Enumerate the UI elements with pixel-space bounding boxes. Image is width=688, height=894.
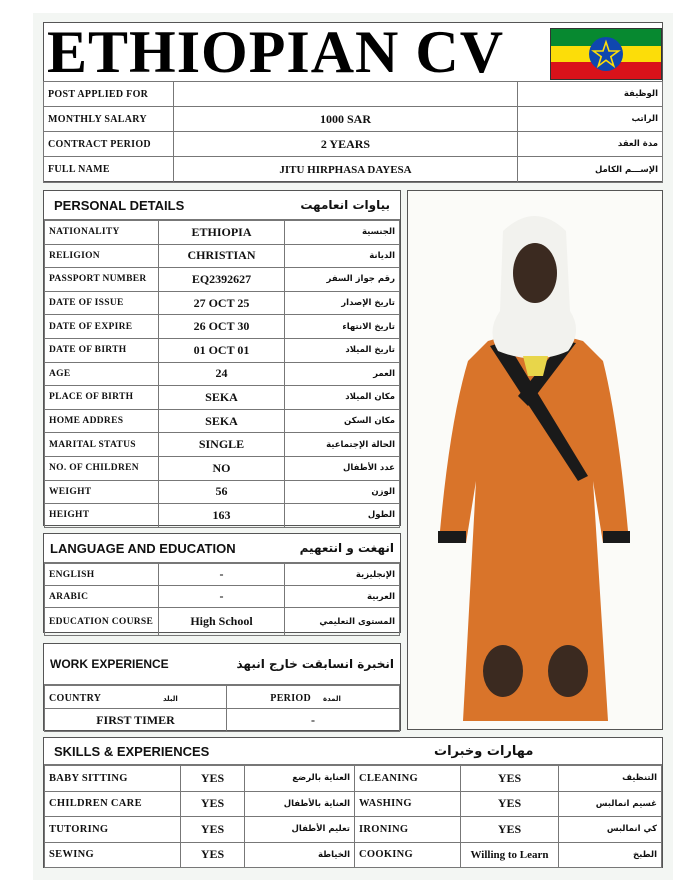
language-label-ar: المستوى التعليمي (285, 608, 400, 636)
personal-value: SINGLE (159, 433, 285, 457)
period-label: PERIOD (270, 693, 311, 704)
personal-label-ar: الوزن (285, 480, 400, 504)
language-label: ENGLISH (45, 564, 159, 586)
post-ar: الوظيفة (518, 82, 663, 107)
period-label-ar: المدة (323, 695, 341, 703)
personal-row-no-of-children (45, 456, 400, 480)
personal-row-date-of-birth (45, 338, 400, 362)
personal-details-section (43, 190, 401, 526)
skill-value: YES (181, 766, 245, 792)
personal-label-ar: مكان الميلاد (285, 386, 400, 410)
personal-label: DATE OF EXPIRE (45, 315, 159, 339)
personal-row-height (45, 504, 400, 528)
personal-label: HOME ADDRES (45, 409, 159, 433)
skills-row (45, 766, 662, 792)
personal-label: WEIGHT (45, 480, 159, 504)
skills-section (43, 737, 663, 868)
country-value: FIRST TIMER (45, 709, 227, 732)
personal-label: PLACE OF BIRTH (45, 386, 159, 410)
language-education-section (43, 533, 401, 633)
work-experience-section (43, 643, 401, 731)
personal-value: NO (159, 456, 285, 480)
skill-label-ar: تعليم الأطفال (245, 817, 355, 843)
language-row-arabic (45, 586, 400, 608)
header-table (43, 81, 663, 183)
language-education-title-ar: انهغت و انتعهيم (299, 541, 394, 555)
salary-value: 1000 SAR (174, 107, 518, 132)
work-experience-title: WORK EXPERIENCE (50, 657, 169, 671)
personal-label-ar: الحالة الإجتماعية (285, 433, 400, 457)
skills-title-ar: مهارات وخبرات (434, 743, 534, 759)
personal-row-home-addres (45, 409, 400, 433)
skill-label-ar: العناية بالأطفال (245, 791, 355, 817)
fullname-label: FULL NAME (44, 157, 174, 183)
personal-row-date-of-expire (45, 315, 400, 339)
skill-label: TUTORING (45, 817, 181, 843)
skill-value: YES (461, 766, 559, 792)
candidate-figure-icon (408, 191, 662, 729)
work-table (44, 685, 400, 732)
language-education-title: LANGUAGE AND EDUCATION (50, 540, 236, 556)
skill-label: IRONING (355, 817, 461, 843)
post-value (174, 82, 518, 107)
personal-label: AGE (45, 362, 159, 386)
skills-row (45, 817, 662, 843)
personal-label-ar: مكان السكن (285, 409, 400, 433)
personal-row-weight (45, 480, 400, 504)
post-label: POST APPLIED FOR (44, 82, 174, 107)
personal-details-table (44, 220, 400, 528)
skill-value: YES (181, 791, 245, 817)
personal-row-passport-number (45, 268, 400, 292)
fullname-ar: الإســـم الكامل (518, 157, 663, 183)
personal-label: MARITAL STATUS (45, 433, 159, 457)
skill-label-ar: العناية بالرضع (245, 766, 355, 792)
skill-label-ar: غسيم انمالبس (559, 791, 662, 817)
personal-value: 56 (159, 480, 285, 504)
salary-label: MONTHLY SALARY (44, 107, 174, 132)
personal-value: ETHIOPIA (159, 221, 285, 245)
personal-label: PASSPORT NUMBER (45, 268, 159, 292)
personal-label-ar: الديانة (285, 244, 400, 268)
personal-value: SEKA (159, 409, 285, 433)
skill-value: YES (181, 817, 245, 843)
candidate-photo (407, 190, 663, 730)
personal-row-date-of-issue (45, 291, 400, 315)
personal-label: HEIGHT (45, 504, 159, 528)
personal-label-ar: رقم جواز السفر (285, 268, 400, 292)
header-row-salary (44, 107, 663, 132)
personal-label-ar: العمر (285, 362, 400, 386)
skill-label: COOKING (355, 842, 461, 868)
personal-label-ar: تاريخ الميلاد (285, 338, 400, 362)
personal-row-age (45, 362, 400, 386)
personal-label-ar: تاريخ الانتهاء (285, 315, 400, 339)
personal-row-religion (45, 244, 400, 268)
header-row-contract (44, 132, 663, 157)
skill-label: SEWING (45, 842, 181, 868)
salary-ar: الراتب (518, 107, 663, 132)
skills-title: SKILLS & EXPERIENCES (54, 743, 210, 759)
language-row-english (45, 564, 400, 586)
personal-label: DATE OF ISSUE (45, 291, 159, 315)
contract-label: CONTRACT PERIOD (44, 132, 174, 157)
personal-label-ar: الجنسية (285, 221, 400, 245)
personal-row-marital-status (45, 433, 400, 457)
skill-value: YES (461, 791, 559, 817)
personal-value: 26 OCT 30 (159, 315, 285, 339)
personal-label: RELIGION (45, 244, 159, 268)
personal-label-ar: الطول (285, 504, 400, 528)
personal-label: DATE OF BIRTH (45, 338, 159, 362)
header-row-fullname (44, 157, 663, 183)
work-experience-title-ar: انخبرة انسابقت خارج انبهذ (236, 657, 394, 671)
skills-row (45, 842, 662, 868)
personal-value: 01 OCT 01 (159, 338, 285, 362)
personal-value: 27 OCT 25 (159, 291, 285, 315)
language-table (44, 563, 400, 636)
skills-row (45, 791, 662, 817)
personal-label: NO. OF CHILDREN (45, 456, 159, 480)
skill-value: YES (181, 842, 245, 868)
language-label: EDUCATION COURSE (45, 608, 159, 636)
language-value: - (159, 564, 285, 586)
language-row-education-course (45, 608, 400, 636)
skill-label-ar: الخياطة (245, 842, 355, 868)
language-label: ARABIC (45, 586, 159, 608)
skill-label-ar: التنظيف (559, 766, 662, 792)
country-label-ar: البلد (163, 695, 178, 703)
skills-table (44, 765, 662, 868)
personal-value: CHRISTIAN (159, 244, 285, 268)
contract-ar: مدة العقد (518, 132, 663, 157)
personal-label-ar: تاريخ الإصدار (285, 291, 400, 315)
ethiopian-flag-icon (550, 28, 662, 80)
personal-value: SEKA (159, 386, 285, 410)
personal-row-nationality (45, 221, 400, 245)
personal-value: 24 (159, 362, 285, 386)
skill-label-ar: الطبخ (559, 842, 662, 868)
fullname-value: JITU HIRPHASA DAYESA (174, 157, 518, 183)
period-value: - (227, 709, 400, 732)
personal-details-title: PERSONAL DETAILS (54, 197, 185, 213)
contract-value: 2 YEARS (174, 132, 518, 157)
language-value: - (159, 586, 285, 608)
personal-label: NATIONALITY (45, 221, 159, 245)
language-label-ar: العربية (285, 586, 400, 608)
language-value: High School (159, 608, 285, 636)
skill-label: CHILDREN CARE (45, 791, 181, 817)
personal-value: EQ2392627 (159, 268, 285, 292)
cv-title: ETHIOPIAN CV (47, 19, 505, 85)
personal-label-ar: عدد الأطفال (285, 456, 400, 480)
skill-label-ar: كي انمالبس (559, 817, 662, 843)
header-row-post (44, 82, 663, 107)
country-label: COUNTRY (49, 693, 102, 704)
language-label-ar: الإنجليزية (285, 564, 400, 586)
skill-value: YES (461, 817, 559, 843)
skill-label: BABY SITTING (45, 766, 181, 792)
skill-label: WASHING (355, 791, 461, 817)
personal-details-title-ar: بياوات انعامهت (300, 198, 390, 212)
personal-value: 163 (159, 504, 285, 528)
personal-row-place-of-birth (45, 386, 400, 410)
skill-value: Willing to Learn (461, 842, 559, 868)
skill-label: CLEANING (355, 766, 461, 792)
